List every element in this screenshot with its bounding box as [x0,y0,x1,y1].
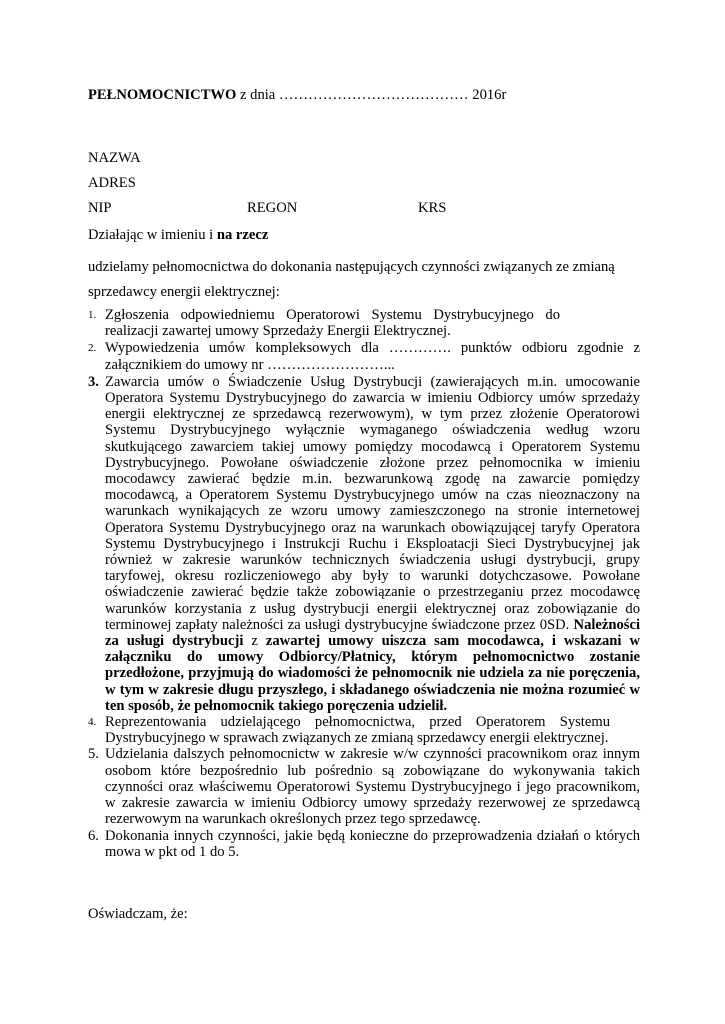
item-number: 5. [88,746,99,763]
intro-line-1: udzielamy pełnomocnictwa do dokonania następujących czynności związanych ze zmianą [88,259,615,275]
list-item [88,307,640,339]
intro-line-2: sprzedawcy energii elektrycznej: [88,284,280,300]
item-text: Zawarcia umów o Świadczenie Usług Dystrybucji (zawierających m.in. umocowanie Operatora Systemu Dystrybucyjnego do zawarcia w imieniu Odbiorcy umów sprzedaży energii elektrycznej ze sprzedawcą rezerwowym), w tym przez złożenie Operatorowi Systemu Dystrybucyjnego wyłącznie wymaganego oświadczenia według wzoru skutkującego zawarciem takiej umowy pomiędzy mocodawcą i Operatorem Systemu Dystrybucyjnego. Powołane oświadczenie złożone przez pełnomocnika w imieniu mocodawcy zawierać będzie m.in. bezwarunkową zgodę na zawarcie pomiędzy mocodawcą, a Operatorem Systemu Dystrybucyjnego umów na czas nieoznaczony na warunkach wynikających ze wzoru umowy zamieszczonego na stronie internetowej Operatora Systemu Dystrybucyjnego oraz na warunkach obowiązującej taryfy Operatora Systemu Dystrybucyjnego i Instrukcji Ruchu i Eksploatacji Sieci Dystrybucyjnej jak również w zakresie warunków technicznych świadczenia usługi dystrybucji, grupy taryfowej, okresu rozliczeniowego aby były to warunki dotychczasowe. Powołane oświadczenie zawierać będzie także zobowiązanie o przestrzeganiu przez mocodawcę warunków korzystania z usług dystrybucji energii elektrycznej oraz zobowiązanie do terminowej zapłaty należności za usługi dystrybucyjne świadczone przez 0SD. [105,373,640,633]
field-krs: KRS [418,200,447,216]
field-regon: REGON [247,200,298,216]
item-mid-text: z [243,633,266,650]
field-nazwa: NAZWA [88,150,141,166]
acting-bold: na rzecz [216,227,269,243]
list-item [88,340,640,372]
list-item [88,374,640,714]
item-number: 6. [88,827,99,844]
list-item [88,828,640,860]
item-text: Zgłoszenia odpowiedniemu Operatorowi Systemu Dystrybucyjnego do realizacji zawartej umowy Sprzedaży Energii Elektrycznej. [105,307,560,340]
title-date: z dnia ………………………………… 2016r [236,87,507,103]
list-item [88,746,640,827]
item-text: Reprezentowania udzielającego pełnomocnictwa, przed Operatorem Systemu Dystrybucyjnego w sprawach związanych ze zmianą sprzedawcy energii elektrycznej. [105,714,610,747]
authorization-list [88,307,640,860]
list-item [88,714,640,746]
title-bold: PEŁNOMOCNICTWO [88,87,237,103]
item-number: 3. [88,373,99,390]
item-bold-text-2: zawartej umowy uiszcza sam mocodawca, i wskazani w załączniku do umowy Odbiorcy/Płatnicy, którym pełnomocnictwo zostanie przedłożone, przyjmują do wiadomości że pełnomocnik nie udziela za nie poręczenia, w tym w zakresie długu przyszłego, i składanego oświadczenia nie można rozumieć w ten sposób, że pełnomocnik takiego poręczenia udzielił. [105,633,641,714]
item-text: Wypowiedzenia umów kompleksowych dla …………. punktów odbioru zgodnie z załącznikiem do umowy nr ……………………... [105,340,640,373]
document-title [88,87,506,104]
item-number: 1. [88,309,97,321]
closing-statement: Oświadczam, że: [88,906,188,922]
acting-prefix: Działając w imieniu i [88,227,217,243]
acting-statement [88,227,268,244]
item-bold-text: Należności za usługi dystrybucji [105,616,641,650]
item-text: Dokonania innych czynności, jakie będą konieczne do przeprowadzenia działań o których mowa w pkt od 1 do 5. [105,827,640,860]
field-nip: NIP [88,200,112,216]
item-text: Udzielania dalszych pełnomocnictw w zakresie w/w czynności pracownikom oraz innym osobom które bezpośrednio lub pośrednio są zobowiązane do wykonywania takich czynności oraz właściwemu Operatorowi Systemu Dystrybucyjnego i jego pracownikom, w zakresie zawarcia w imieniu Odbiorcy umowy sprzedaży rezerwowej ze sprzedawcą rezerwowym na warunkach określonych przez tego sprzedawcę. [105,746,640,828]
item-number: 4. [88,716,97,729]
field-adres: ADRES [88,175,136,191]
field-row-ids [88,200,588,217]
item-number: 2. [88,342,97,355]
